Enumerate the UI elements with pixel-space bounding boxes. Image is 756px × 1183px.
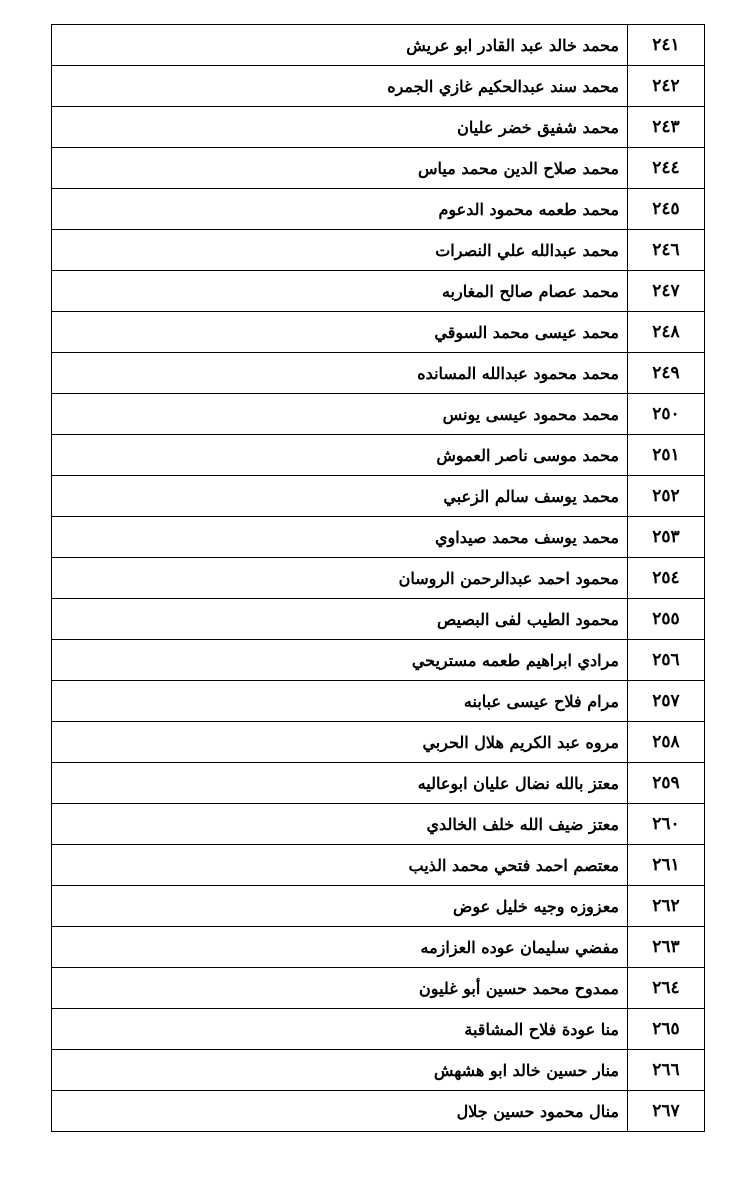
person-name: محمد صلاح الدين محمد مياس — [52, 148, 628, 189]
person-name: منا عودة فلاح المشاقبة — [52, 1009, 628, 1050]
person-name: ممدوح محمد حسين أبو غليون — [52, 968, 628, 1009]
row-number: ٢٦٠ — [628, 804, 705, 845]
person-name: معتز ضيف الله خلف الخالدي — [52, 804, 628, 845]
row-number: ٢٥٩ — [628, 763, 705, 804]
person-name: محمود احمد عبدالرحمن الروسان — [52, 558, 628, 599]
table-row — [52, 599, 705, 640]
table-row — [52, 763, 705, 804]
row-number: ٢٤٤ — [628, 148, 705, 189]
row-number: ٢٤٦ — [628, 230, 705, 271]
table-row — [52, 25, 705, 66]
table-row — [52, 476, 705, 517]
person-name: معتز بالله نضال عليان ابوعاليه — [52, 763, 628, 804]
row-number: ٢٥٠ — [628, 394, 705, 435]
person-name: مرام فلاح عيسى عبابنه — [52, 681, 628, 722]
table-row — [52, 107, 705, 148]
row-number: ٢٥٣ — [628, 517, 705, 558]
row-number: ٢٥٤ — [628, 558, 705, 599]
row-number: ٢٤٩ — [628, 353, 705, 394]
person-name: منار حسين خالد ابو هشهش — [52, 1050, 628, 1091]
person-name: محمد طعمه محمود الدعوم — [52, 189, 628, 230]
table-row — [52, 517, 705, 558]
person-name: محمد شفيق خضر عليان — [52, 107, 628, 148]
table-row — [52, 312, 705, 353]
table-row — [52, 1050, 705, 1091]
person-name: محمد محمود عيسى يونس — [52, 394, 628, 435]
person-name: مروه عبد الكريم هلال الحربي — [52, 722, 628, 763]
row-number: ٢٦٦ — [628, 1050, 705, 1091]
row-number: ٢٥٧ — [628, 681, 705, 722]
person-name: منال محمود حسين جلال — [52, 1091, 628, 1132]
person-name: محمد يوسف سالم الزعبي — [52, 476, 628, 517]
row-number: ٢٥٨ — [628, 722, 705, 763]
table-row — [52, 640, 705, 681]
row-number: ٢٦١ — [628, 845, 705, 886]
person-name: محمد سند عبدالحكيم غازي الجمره — [52, 66, 628, 107]
person-name: محمد موسى ناصر العموش — [52, 435, 628, 476]
table-row — [52, 968, 705, 1009]
row-number: ٢٤٧ — [628, 271, 705, 312]
person-name: محمود الطيب لفى البصيص — [52, 599, 628, 640]
person-name: محمد عصام صالح المغاربه — [52, 271, 628, 312]
table-row — [52, 353, 705, 394]
row-number: ٢٤٨ — [628, 312, 705, 353]
person-name: محمد محمود عبدالله المسانده — [52, 353, 628, 394]
table-row — [52, 148, 705, 189]
row-number: ٢٦٣ — [628, 927, 705, 968]
person-name: محمد يوسف محمد صيداوي — [52, 517, 628, 558]
table-row — [52, 722, 705, 763]
row-number: ٢٦٤ — [628, 968, 705, 1009]
person-name: مرادي ابراهيم طعمه مستريحي — [52, 640, 628, 681]
row-number: ٢٥١ — [628, 435, 705, 476]
table-row — [52, 394, 705, 435]
row-number: ٢٦٧ — [628, 1091, 705, 1132]
table-row — [52, 886, 705, 927]
table-row — [52, 558, 705, 599]
table-row — [52, 189, 705, 230]
person-name: مفضي سليمان عوده العزازمه — [52, 927, 628, 968]
row-number: ٢٤٣ — [628, 107, 705, 148]
table-row — [52, 845, 705, 886]
person-name: معتصم احمد فتحي محمد الذيب — [52, 845, 628, 886]
table-row — [52, 927, 705, 968]
table-row — [52, 435, 705, 476]
table-row — [52, 66, 705, 107]
table-row — [52, 230, 705, 271]
row-number: ٢٤١ — [628, 25, 705, 66]
row-number: ٢٦٥ — [628, 1009, 705, 1050]
row-number: ٢٥٢ — [628, 476, 705, 517]
table-row — [52, 804, 705, 845]
names-table — [51, 24, 705, 1132]
person-name: محمد عبدالله علي النصرات — [52, 230, 628, 271]
row-number: ٢٤٥ — [628, 189, 705, 230]
table-row — [52, 681, 705, 722]
person-name: محمد خالد عبد القادر ابو عريش — [52, 25, 628, 66]
row-number: ٢٦٢ — [628, 886, 705, 927]
row-number: ٢٥٦ — [628, 640, 705, 681]
person-name: محمد عيسى محمد السوقي — [52, 312, 628, 353]
row-number: ٢٥٥ — [628, 599, 705, 640]
table-row — [52, 271, 705, 312]
person-name: معزوزه وجيه خليل عوض — [52, 886, 628, 927]
table-row — [52, 1009, 705, 1050]
row-number: ٢٤٢ — [628, 66, 705, 107]
table-body — [52, 25, 705, 1132]
table-row — [52, 1091, 705, 1132]
